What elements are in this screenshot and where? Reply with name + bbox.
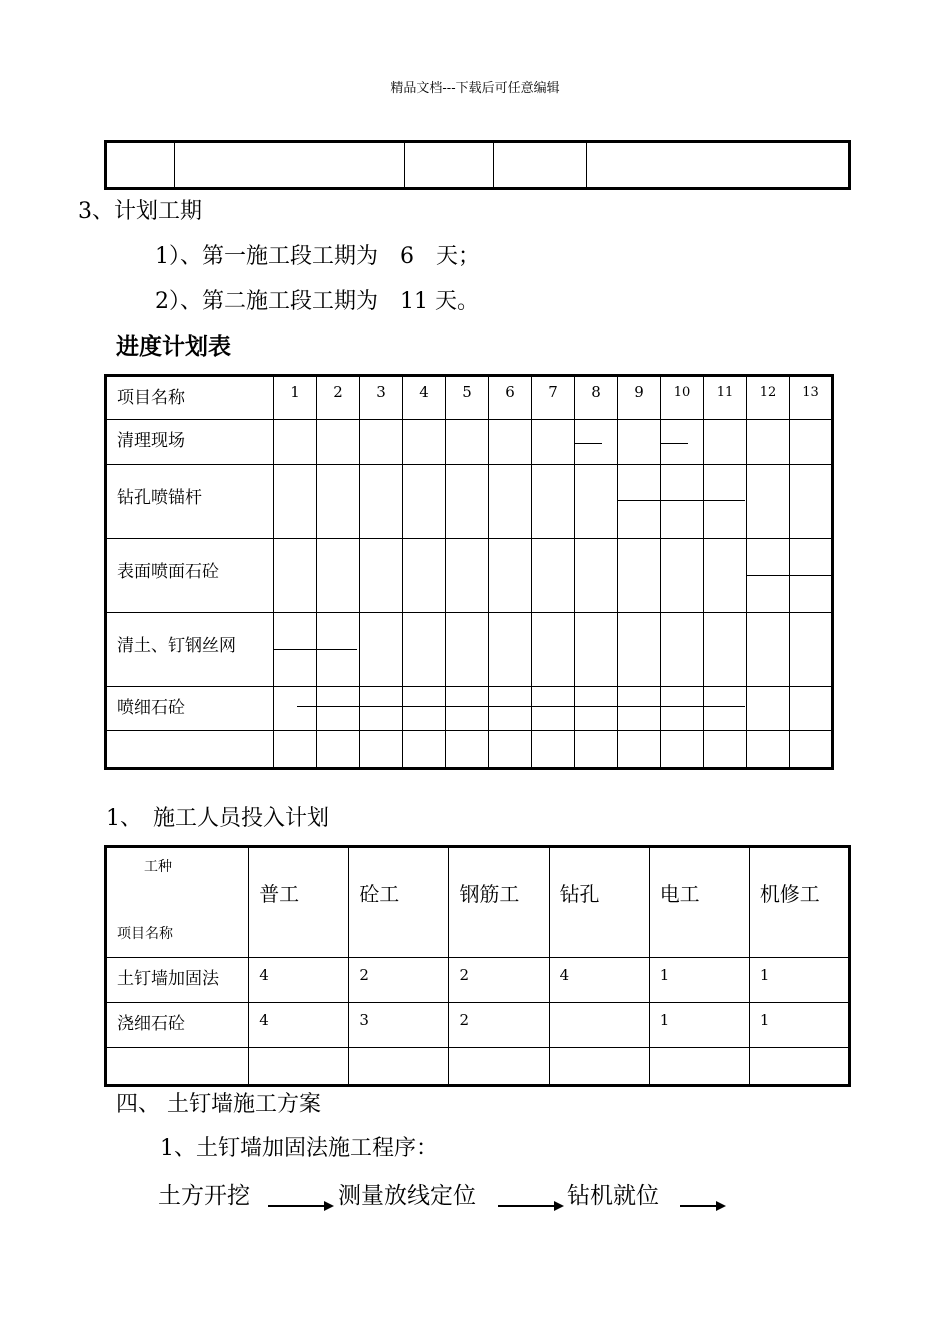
labor-count: 1 — [749, 1003, 849, 1048]
schedule-cell — [704, 613, 747, 687]
schedule-heading: 3、计划工期 — [78, 199, 202, 224]
task-name: 表面喷面石砼 — [106, 539, 274, 613]
trade-header: 砼工 — [349, 847, 449, 958]
schedule-cell — [489, 613, 532, 687]
schedule-cell — [747, 420, 790, 465]
labor-corner-cell — [106, 847, 249, 958]
schedule-cell — [661, 539, 704, 613]
day-header: 5 — [446, 376, 489, 420]
schedule-cell — [360, 687, 403, 731]
schedule-cell — [446, 539, 489, 613]
day-header: 9 — [618, 376, 661, 420]
schedule-cell — [618, 465, 661, 539]
schedule-cell — [618, 613, 661, 687]
plan-subheading: 1、土钉墙加固法施工程序： — [160, 1136, 438, 1161]
table-row — [106, 465, 833, 539]
progress-plan-table — [104, 374, 834, 770]
schedule-cell — [446, 420, 489, 465]
arrow-right-icon — [680, 1205, 724, 1207]
table-cell — [106, 142, 175, 189]
day-header: 13 — [790, 376, 833, 420]
table-row — [106, 1048, 850, 1086]
schedule-cell — [575, 731, 618, 769]
day-header: 4 — [403, 376, 446, 420]
page-header-watermark: 精品文档---下载后可任意编辑 — [390, 81, 560, 96]
trade-header: 钢筋工 — [449, 847, 549, 958]
labor-project-name — [106, 1048, 249, 1086]
schedule-cell — [360, 539, 403, 613]
schedule-cell — [489, 731, 532, 769]
schedule-cell — [704, 465, 747, 539]
labor-count — [749, 1048, 849, 1086]
labor-count: 1 — [749, 958, 849, 1003]
schedule-cell — [489, 465, 532, 539]
schedule-cell — [403, 731, 446, 769]
schedule-cell — [317, 420, 360, 465]
labor-plan-heading: 1、 施工人员投入计划 — [106, 806, 329, 831]
schedule-cell — [661, 465, 704, 539]
labor-count: 4 — [249, 958, 349, 1003]
table-row — [106, 613, 833, 687]
gantt-bar-fine-concrete — [297, 706, 745, 707]
schedule-cell — [532, 420, 575, 465]
schedule-cell — [274, 420, 317, 465]
arrow-right-icon — [268, 1205, 332, 1207]
table-cell — [405, 142, 494, 189]
schedule-cell — [704, 687, 747, 731]
table-row — [106, 539, 833, 613]
schedule-cell — [575, 539, 618, 613]
schedule-cell — [575, 687, 618, 731]
schedule-cell — [661, 687, 704, 731]
schedule-cell — [403, 613, 446, 687]
table-row — [106, 1003, 850, 1048]
schedule-cell — [403, 465, 446, 539]
task-name: 钻孔喷锚杆 — [106, 465, 274, 539]
labor-count: 4 — [249, 1003, 349, 1048]
corner-trade-label: 工种 — [144, 859, 172, 875]
schedule-cell — [618, 731, 661, 769]
schedule-cell — [446, 613, 489, 687]
day-header: 3 — [360, 376, 403, 420]
schedule-cell — [704, 731, 747, 769]
gantt-bar-clear-site-a — [574, 443, 602, 444]
schedule-cell — [403, 687, 446, 731]
table-row — [106, 687, 833, 731]
labor-count — [449, 1048, 549, 1086]
schedule-line-1: 1）、第一施工段工期为 6 天； — [155, 244, 480, 269]
schedule-cell — [618, 539, 661, 613]
schedule-cell — [661, 731, 704, 769]
schedule-cell — [747, 731, 790, 769]
arrow-right-icon — [498, 1205, 562, 1207]
trade-header: 电工 — [649, 847, 749, 958]
schedule-cell — [790, 731, 833, 769]
gantt-bar-surface-spray — [746, 575, 831, 576]
day-header: 12 — [747, 376, 790, 420]
task-name: 喷细石砼 — [106, 687, 274, 731]
schedule-cell — [532, 465, 575, 539]
schedule-cell — [575, 420, 618, 465]
schedule-cell — [747, 465, 790, 539]
trade-header: 普工 — [249, 847, 349, 958]
schedule-cell — [489, 420, 532, 465]
flow-step: 土方开挖 — [158, 1183, 250, 1209]
day-header: 6 — [489, 376, 532, 420]
schedule-cell — [360, 613, 403, 687]
schedule-line-2: 2）、第二施工段工期为 11 天。 — [155, 289, 479, 314]
schedule-cell — [790, 420, 833, 465]
schedule-cell — [317, 465, 360, 539]
top-table-fragment — [104, 140, 851, 190]
day-header: 2 — [317, 376, 360, 420]
schedule-cell — [489, 539, 532, 613]
schedule-cell — [661, 613, 704, 687]
schedule-cell — [790, 613, 833, 687]
labor-count — [249, 1048, 349, 1086]
plan-heading: 四、 土钉墙施工方案 — [116, 1092, 321, 1117]
day-header: 7 — [532, 376, 575, 420]
task-name: 清土、钉钢丝网 — [106, 613, 274, 687]
day-header: 1 — [274, 376, 317, 420]
schedule-cell — [704, 539, 747, 613]
schedule-cell — [274, 687, 317, 731]
table-row — [106, 847, 850, 958]
schedule-cell — [790, 687, 833, 731]
table-row — [106, 958, 850, 1003]
progress-corner-label: 项目名称 — [106, 376, 274, 420]
schedule-cell — [747, 687, 790, 731]
table-row — [106, 420, 833, 465]
day-header: 8 — [575, 376, 618, 420]
schedule-cell — [446, 465, 489, 539]
labor-count: 1 — [649, 1003, 749, 1048]
schedule-cell — [274, 731, 317, 769]
schedule-cell — [532, 731, 575, 769]
schedule-cell — [747, 613, 790, 687]
labor-count: 4 — [549, 958, 649, 1003]
gantt-bar-mesh — [274, 649, 357, 650]
task-name: 清理现场 — [106, 420, 274, 465]
schedule-cell — [317, 687, 360, 731]
labor-count: 2 — [449, 958, 549, 1003]
schedule-cell — [532, 539, 575, 613]
schedule-cell — [317, 539, 360, 613]
labor-project-name: 土钉墙加固法 — [106, 958, 249, 1003]
labor-count: 1 — [649, 958, 749, 1003]
corner-project-label: 项目名称 — [117, 926, 173, 942]
schedule-cell — [489, 687, 532, 731]
gantt-bar-clear-site-b — [660, 443, 688, 444]
day-header: 11 — [704, 376, 747, 420]
flow-step: 钻机就位 — [567, 1183, 659, 1209]
labor-count — [349, 1048, 449, 1086]
schedule-cell — [360, 420, 403, 465]
table-cell — [587, 142, 850, 189]
schedule-cell — [532, 613, 575, 687]
schedule-cell — [274, 465, 317, 539]
labor-count: 3 — [349, 1003, 449, 1048]
trade-header: 钻孔 — [549, 847, 649, 958]
schedule-cell — [274, 539, 317, 613]
schedule-cell — [790, 465, 833, 539]
gantt-bar-drilling — [617, 500, 745, 501]
labor-project-name: 浇细石砼 — [106, 1003, 249, 1048]
table-row — [106, 731, 833, 769]
schedule-cell — [575, 465, 618, 539]
labor-count — [549, 1048, 649, 1086]
schedule-cell — [618, 687, 661, 731]
schedule-cell — [704, 420, 747, 465]
schedule-cell — [446, 731, 489, 769]
table-row — [106, 376, 833, 420]
labor-count — [549, 1003, 649, 1048]
task-name — [106, 731, 274, 769]
progress-table-title: 进度计划表 — [116, 334, 231, 360]
schedule-cell — [360, 731, 403, 769]
labor-count: 2 — [449, 1003, 549, 1048]
schedule-cell — [661, 420, 704, 465]
schedule-cell — [532, 687, 575, 731]
labor-plan-table — [104, 845, 851, 1087]
schedule-cell — [403, 420, 446, 465]
schedule-cell — [446, 687, 489, 731]
schedule-cell — [575, 613, 618, 687]
table-cell — [494, 142, 587, 189]
flow-step: 测量放线定位 — [338, 1183, 476, 1209]
table-cell — [175, 142, 405, 189]
schedule-cell — [403, 539, 446, 613]
schedule-cell — [360, 465, 403, 539]
labor-count — [649, 1048, 749, 1086]
day-header: 10 — [661, 376, 704, 420]
labor-count: 2 — [349, 958, 449, 1003]
schedule-cell — [317, 731, 360, 769]
schedule-cell — [618, 420, 661, 465]
trade-header: 机修工 — [749, 847, 849, 958]
